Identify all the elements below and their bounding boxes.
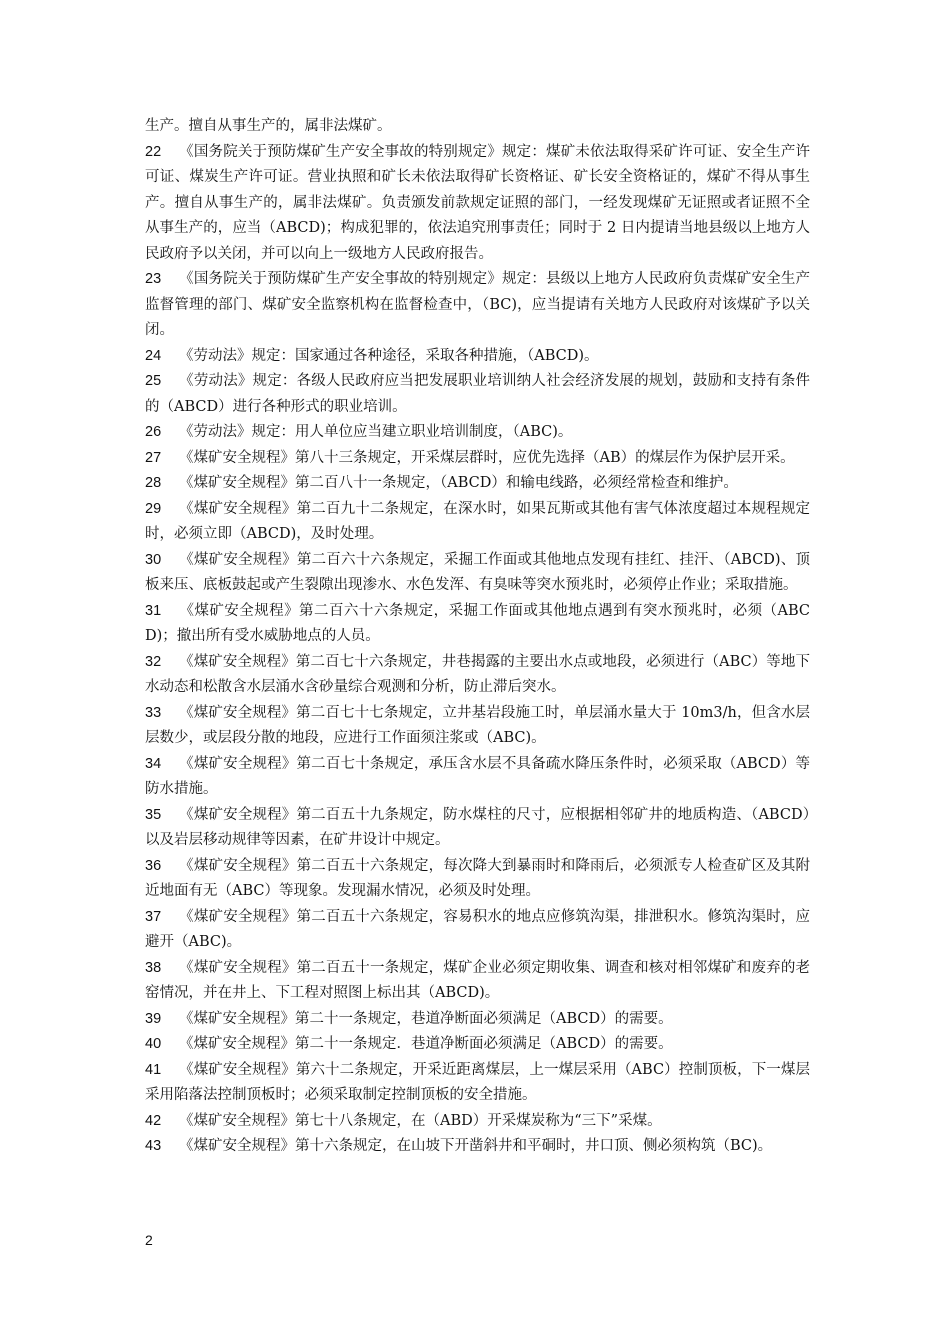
question-text: 《劳动法》规定：各级人民政府应当把发展职业培训纳人社会经济发展的规划，鼓励和支持有条件的（ABCD）进行各种形式的职业培训。 — [145, 373, 810, 415]
question-text: 《煤矿安全规程》第十六条规定，在山坡下开凿斜井和平硐时，井口顶、侧必须构筑（BC)。 — [179, 1138, 773, 1154]
question-number: 26 — [145, 424, 162, 440]
question-number: 25 — [145, 373, 162, 389]
question-number: 30 — [145, 551, 162, 568]
question-text: 《煤矿安全规程》第二百七十条规定，承压含水层不具备疏水降压条件时，必须采取（ABCD）等防水措施。 — [145, 755, 810, 797]
question-item — [145, 803, 810, 854]
question-number: 36 — [145, 857, 162, 874]
intro-paragraph: 生产。擅自从事生产的，属非法煤矿。 — [145, 118, 392, 134]
question-text: 《煤矿安全规程》第二百六十六条规定，采掘工作面或其他地点发现有挂红、挂汗、（ABCD)、顶板来压、底板鼓起或产生裂隙出现渗水、水色发浑、有臭味等突水预兆时，必须停止作业；采取措施。 — [145, 551, 810, 593]
question-text: 《煤矿安全规程》第二百八十一条规定，（ABCD）和输电线路，必须经常检查和维护。 — [179, 475, 738, 491]
question-number: 37 — [145, 908, 162, 925]
question-item — [145, 446, 810, 472]
question-number: 38 — [145, 959, 162, 976]
page-number: 2 — [145, 1232, 153, 1248]
question-text: 《煤矿安全规程》第二百五十九条规定，防水煤柱的尺寸，应根据相邻矿井的地质构造、（ABCD）以及岩层移动规律等因素，在矿井设计中规定。 — [145, 806, 810, 848]
question-text: 《煤矿安全规程》第七十八条规定，在（ABD）开采煤炭称为“三下”采煤。 — [179, 1112, 662, 1129]
question-text: 《煤矿安全规程》第二百九十二条规定，在深水时，如果瓦斯或其他有害气体浓度超过本规程规定时，必须立即（ABCD)，及时处理。 — [145, 500, 810, 542]
question-text: 《国务院关于预防煤矿生产安全事故的特别规定》规定：县级以上地方人民政府负责煤矿安全生产监督管理的部门、煤矿安全监察机构在监督检查中，（BC)，应当提请有关地方人民政府对该煤矿予以关闭。 — [145, 271, 810, 338]
question-text: 《煤矿安全规程》第二百五十六条规定，容易积水的地点应修筑沟渠，排泄积水。修筑沟渠时，应避开（ABC)。 — [145, 908, 810, 950]
question-list — [145, 140, 810, 1160]
question-text: 《煤矿安全规程》第二百七十六条规定，井巷揭露的主要出水点或地段，必须进行（ABC）等地下水动态和松散含水层涌水含砂量综合观测和分析，防止滞后突水。 — [145, 653, 810, 695]
question-text: 《煤矿安全规程》第二十一条规定．巷道净断面必须满足（ABCD）的需要。 — [179, 1036, 673, 1052]
question-number: 24 — [145, 347, 162, 364]
question-number: 22 — [145, 143, 162, 160]
question-item — [145, 1007, 810, 1033]
question-number: 23 — [145, 271, 162, 287]
question-item — [145, 369, 810, 420]
question-item — [145, 650, 810, 701]
question-item — [145, 471, 810, 497]
question-number: 40 — [145, 1036, 162, 1052]
question-text: 《煤矿安全规程》第二百七十七条规定，立井基岩段施工时，单层涌水量大于 10m3/h，但含水层层数少，或层段分散的地段，应进行工作面须注浆或（ABC)。 — [145, 704, 810, 746]
question-item — [145, 701, 810, 752]
question-number: 31 — [145, 602, 162, 619]
question-item — [145, 1032, 810, 1058]
question-item — [145, 420, 810, 446]
question-number: 35 — [145, 806, 162, 823]
question-item — [145, 854, 810, 905]
question-item — [145, 1109, 810, 1135]
question-item — [145, 905, 810, 956]
question-item — [145, 344, 810, 370]
question-text: 《煤矿安全规程》第八十三条规定，开采煤层群时，应优先选择（AB）的煤层作为保护层开采。 — [179, 449, 795, 466]
question-item — [145, 267, 810, 344]
question-item — [145, 548, 810, 599]
question-text: 《煤矿安全规程》第二百五十六条规定，每次降大到暴雨时和降雨后，必须派专人检查矿区及其附近地面有无（ABC）等现象。发现漏水情况，必须及时处理。 — [145, 857, 810, 899]
question-item — [145, 497, 810, 548]
question-text: 《煤矿安全规程》第二百六十六条规定，采掘工作面或其他地点遇到有突水预兆时，必须（ABCD)；撤出所有受水威胁地点的人员。 — [145, 602, 810, 644]
question-text: 《劳动法》规定：用人单位应当建立职业培训制度，（ABC)。 — [179, 424, 573, 440]
question-item — [145, 956, 810, 1007]
question-item — [145, 140, 810, 268]
question-number: 43 — [145, 1138, 162, 1154]
question-item — [145, 599, 810, 650]
question-number: 34 — [145, 755, 162, 772]
question-number: 33 — [145, 704, 162, 721]
question-number: 42 — [145, 1112, 162, 1129]
question-number: 28 — [145, 475, 162, 491]
question-text: 《煤矿安全规程》第二百五十一条规定，煤矿企业必须定期收集、调查和核对相邻煤矿和废弃的老窑情况，并在井上、下工程对照图上标出其（ABCD)。 — [145, 959, 810, 1001]
question-number: 32 — [145, 653, 162, 670]
question-number: 27 — [145, 449, 162, 466]
question-number: 29 — [145, 500, 162, 517]
document-body — [145, 114, 810, 1160]
question-text: 《劳动法》规定：国家通过各种途径，采取各种措施，（ABCD)。 — [179, 347, 599, 364]
question-item — [145, 1058, 810, 1109]
question-text: 《煤矿安全规程》第二十一条规定，巷道净断面必须满足（ABCD）的需要。 — [179, 1010, 673, 1027]
question-number: 39 — [145, 1010, 162, 1027]
question-text: 《煤矿安全规程》第六十二条规定，开采近距离煤层，上一煤层采用（ABC）控制顶板，下一煤层采用陷落法控制顶板时；必须采取制定控制顶板的安全措施。 — [145, 1061, 810, 1103]
question-item — [145, 1134, 810, 1160]
question-item — [145, 752, 810, 803]
question-text: 《国务院关于预防煤矿生产安全事故的特别规定》规定：煤矿未依法取得采矿许可证、安全生产许可证、煤炭生产许可证。营业执照和矿长未依法取得矿长资格证、矿长安全资格证的，煤矿不得从事生产。擅自从事生产的，属非法煤矿。负责颁发前款规定证照的部门，一经发现煤矿无证照或者证照不全从事生产的，应当（ABCD)；构成犯罪的，依法追究刑事责任；同时于 2 日内提请当地县级以上地方人民政府予以关闭，并可以向上一级地方人民政府报告。 — [145, 143, 810, 262]
question-number: 41 — [145, 1061, 162, 1078]
